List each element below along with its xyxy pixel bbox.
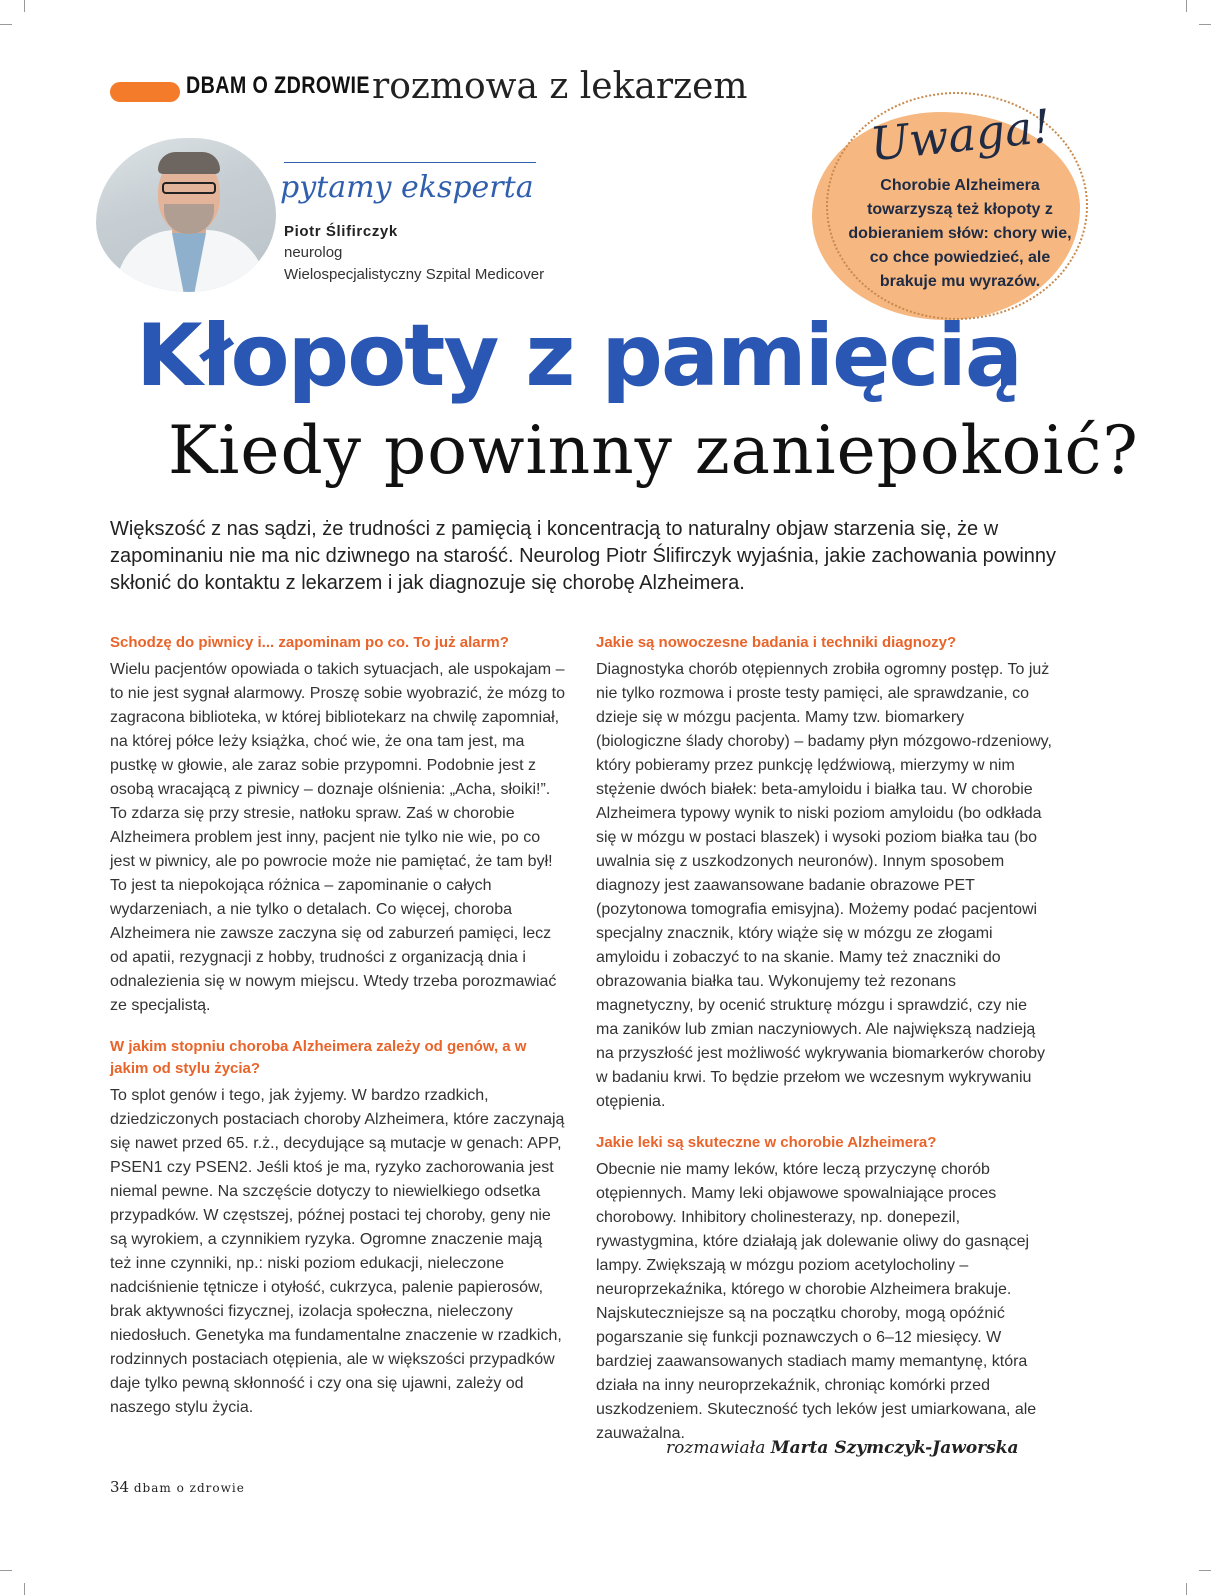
answer-paragraph: Obecnie nie mamy leków, które leczą przyczynę chorób otępiennych. Mamy leki objawowe spowalniające proces chorobowy. Inhibitory cholinesterazy, np. donepezil, rywastygmina, które działają jak dolewanie oliwy do gasnącej lampy. Zwiększają w mózgu poziom acetylocholiny – neuroprzekaźnika, którego w chorobie Alzheimera brakuje. Najskuteczniejsze są na początku choroby, mogą opóźnić pogarszanie się funkcji poznawczych o 6–12 miesięcy. W bardziej zaawansowanych stadiach mamy memantynę, która działa na inny neuroprzekaźnik, chroniąc komórki przed uszkodzeniem. Skuteczność tych leków jest umiarkowana, ale zauważalna. [596, 1161, 1037, 1442]
expert-hospital: Wielospecjalistyczny Szpital Medicover [284, 266, 545, 283]
expert-role: neurolog [284, 244, 343, 261]
crop-mark [1199, 24, 1211, 25]
crop-mark [0, 1570, 12, 1571]
crop-mark [1199, 1570, 1211, 1571]
crop-mark [24, 0, 25, 12]
signature-prefix: rozmawiała [666, 1438, 766, 1458]
callout-text: Chorobie Alzheimera towarzyszą też kłopoty z dobieraniem słów: chory wie, co chce powiedzieć, ale brakuje mu wyrazów. [848, 177, 1072, 290]
doctor-portrait-icon [96, 138, 276, 292]
question-heading: Schodzę do piwnicy i... zapominam po co. To już alarm? [110, 634, 509, 651]
question-heading: Jakie są nowoczesne badania i techniki diagnozy? [596, 634, 957, 651]
answer-paragraph: To splot genów i tego, jak żyjemy. W bardzo rzadkich, dziedziczonych postaciach choroby Alzheimera, które zaczynają się nawet przed 65. r.ż., decydujące są mutacje w genach: APP, PSEN1 czy PSEN2. Jeśli ktoś je ma, ryzyko zachorowania jest niemal pewne. Na szczęście dotyczy to niewielkiego odsetka przypadków. W częstszej, późnej postaci tej choroby, geny nie są wyrokiem, a czynnikiem ryzyka. Ogromne znaczenie mają też inne czynniki, np.: niski poziom edukacji, nieleczone nadciśnienie tętnicze i otyłość, cukrzyca, palenie papierosów, brak aktywności fizycznej, izolacja społeczna, nieleczony niedosłuch. Genetyka ma fundamentalne znaczenie w rzadkich, rodzinnych postaciach otępienia, ale w większości przypadków daje tylko pewną skłonność i czy ona się ujawni, zależy od naszego stylu życia. [110, 1087, 565, 1416]
article-column-left [110, 632, 566, 1438]
crop-mark [24, 1583, 25, 1595]
article-column-right [596, 632, 1052, 1464]
magazine-name: dbam o zdrowie [133, 1481, 245, 1495]
crop-mark [1186, 1583, 1187, 1595]
question-heading: W jakim stopniu choroba Alzheimera zależy od genów, a w jakim od stylu życia? [110, 1038, 527, 1077]
answer-paragraph: Wielu pacjentów opowiada o takich sytuacjach, ale uspokajam – to nie jest sygnał alarmowy. Proszę sobie wyobrazić, że mózg to zagracona biblioteka, w której bibliotekarz na chwilę zapomniał, na której półce leży książka, choć wie, że ona tam jest, ma pustkę w głowie, ale zaraz sobie przypomni. Podobnie jest z osobą wracającą z piwnicy – doznaje olśnienia: „Acha, słoiki!”. To zdarza się przy stresie, natłoku spraw. Zaś w chorobie Alzheimera problem jest inny, pacjent nie tylko nie wie, po co jest w piwnicy, ale po powrocie może nie pamiętać, że tam był! To jest ta niepokojąca różnica – zapominanie o całych wydarzeniach, a nie tylko o detalach. Co więcej, choroba Alzheimera nie zawsze zaczyna się od zaburzeń pamięci, lecz od apatii, rezygnacji z hobby, trudności z organizacją dnia i odnalezienia się w nowym miejscu. Wtedy trzeba porozmawiać ze specjalistą. [110, 661, 566, 1014]
lead-paragraph: Większość z nas sądzi, że trudności z pamięcią i koncentracją to naturalny objaw starzenia się, że w zapominaniu nie ma nic dziwnego na starość. Neurolog Piotr Ślifirczyk wyjaśnia, jakie zachowania powinny skłonić do kontaktu z lekarzem i jak diagnozuje się chorobę Alzheimera. [110, 518, 1057, 594]
crop-mark [0, 24, 12, 25]
answer-paragraph: Diagnostyka chorób otępiennych zrobiła ogromny postęp. To już nie tylko rozmowa i proste testy pamięci, ale sprawdzanie, co dzieje się w mózgu pacjenta. Mamy tzw. biomarkery (biologiczne ślady choroby) – badamy płyn mózgowo-rdzeniowy, który pobieramy przez punkcję lędźwiową, mierzymy w nim stężenie dwóch białek: beta-amyloidu i białka tau. W chorobie Alzheimera typowy wynik to niski poziom amyloidu (bo odkłada się w mózgu w postaci blaszek) i wysoki poziom białka tau (bo uwalnia się z uszkodzonych neuronów). Innym sposobem diagnozy jest zaawansowane badanie obrazowe PET (pozytonowa tomografia emisyjna). Możemy podać pacjentowi specjalny znacznik, który wiąże się w mózgu ze złogami amyloidu i zobaczyć to na skanie. Mamy też znaczniki do obrazowania białka tau. Wykonujemy też rezonans magnetyczny, by ocenić strukturę mózgu i sprawdzić, czy nie ma zaników lub zmian naczyniowych. Ale największą nadzieją na przyszłość jest możliwość wykrywania biomarkerów choroby w badaniu krwi. To będzie przełom we wczesnym wykrywaniu otępienia. [596, 661, 1052, 1110]
section-title: DBAM O ZDROWIE [186, 72, 370, 99]
section-accent-bar [110, 82, 180, 102]
crop-mark [1186, 0, 1187, 12]
subheadline: Kiedy powinny zaniepokoić? [168, 412, 1139, 489]
expert-label: pytamy eksperta [280, 170, 534, 205]
section-subtitle: rozmowa z lekarzem [372, 66, 748, 107]
expert-divider [284, 162, 536, 163]
callout-title: Uwaga! [867, 98, 1054, 172]
headline: Kłopoty z pamięcią [136, 306, 1021, 406]
question-heading: Jakie leki są skuteczne w chorobie Alzheimera? [596, 1134, 937, 1151]
page-footer [110, 1478, 245, 1496]
signature-author: Marta Szymczyk-Jaworska [770, 1438, 1019, 1458]
page-number: 34 [110, 1478, 130, 1496]
interviewer-signature [666, 1438, 1019, 1458]
expert-name: Piotr Ślifirczyk [284, 223, 398, 240]
